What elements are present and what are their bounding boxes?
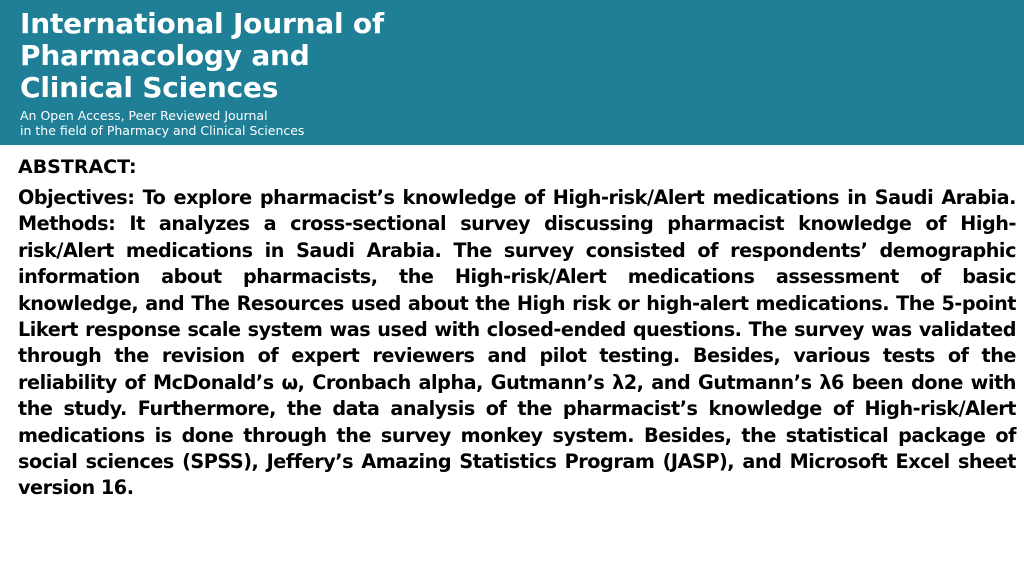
abstract-heading: ABSTRACT: [18,156,137,178]
journal-subtitle [20,108,1024,138]
methods-label: Methods: [18,212,116,236]
journal-title-line: Clinical Sciences [20,71,279,104]
abstract-body [18,185,1016,502]
journal-title-line: International Journal of [20,7,384,40]
objectives-text: To explore pharmacist’s knowledge of High-risk/Alert medications in Saudi Arabia. [142,186,1016,209]
journal-title-line: Pharmacology and [20,39,310,72]
objectives-label: Objectives: [18,186,135,209]
journal-subtitle-line: An Open Access, Peer Reviewed Journal [20,108,268,123]
methods-text: It analyzes a cross-sectional survey discussing pharmacist knowledge of High-risk/Alert medications in Saudi Arabia. The survey consisted of respondents’ demographic information about pharmacists, the High-risk/Alert medications assessment of basic knowledge, and The Resources used about the High risk or high-alert medications. The 5-point Likert response scale system was used with closed-ended questions. The survey was validated through the revision of expert reviewers and pilot testing. Besides, various tests of the reliability of McDonald’s ω, Cronbach alpha, Gutmann’s λ2, and Gutmann’s λ6 been done with the study. Furthermore, the data analysis of the pharmacist’s knowledge of High-risk/Alert medications is done through the survey monkey system. Besides, the statistical package of social sciences (SPSS), Jeffery’s Amazing Statistics Program (JASP), and Microsoft Excel sheet version 16. [18,212,1016,500]
journal-banner [0,0,1024,145]
journal-subtitle-line: in the field of Pharmacy and Clinical Sciences [20,123,305,138]
journal-title [20,8,1024,104]
abstract-section [18,155,1016,502]
